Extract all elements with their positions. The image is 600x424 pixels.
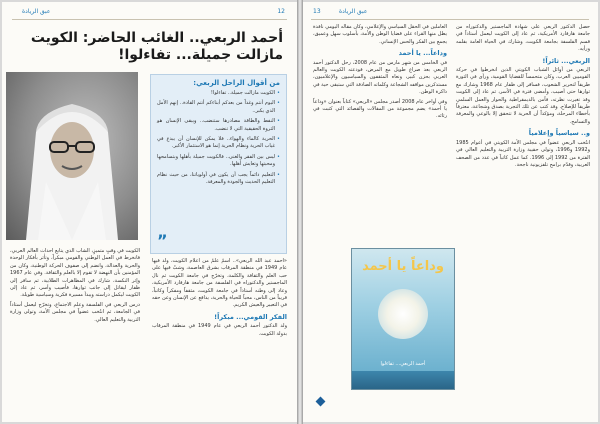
portrait-photo (6, 72, 138, 240)
quotes-box (150, 74, 287, 254)
quote-marks-icon: ” (157, 231, 168, 250)
left-header-divider (12, 19, 287, 20)
quotes-list (151, 90, 286, 186)
subheading-early-nationalism: الفكر القومي... مبكراً! (214, 312, 287, 321)
portrait-illustration (6, 72, 138, 240)
book-cover-subtitle: أحمد الربعي... تفاءلوا (380, 361, 426, 367)
right-col-right-paragraph-3: انتُخب الربعي عضواً في مجلس الأمة الكويتي في أعوام 1985 و1992 و1996، وتولى حقيبة وزارة التربية والتعليم العالي في الفترة من 1992 إلى 1996. كما عمل كاتباً في عدد من الصحف العربية، وقدّم برامج تلفزيونية ناجحة. (456, 139, 590, 168)
subheading-farewell: وداعاً... يا أحمد (398, 49, 447, 58)
left-col-right-paragraph: «أحمد عبد الله الربعي».. اسمٌ علَمٌ من أعلام الكويت، ولد فيها عام 1949 في منطقة المرقاب بشرق العاصمة، وشبّ فيها على حب العلم والثقافة والكلمة، وتخرّج في جامعة الكويت ثم نال الماجستير والدكتوراه في الفلسفة من جامعة هارفارد الأمريكية، وعاد إلى وطنه أستاذاً في جامعة الكويت، مثقفاً ومفكراً وكاتباً، قريباً من الناس، محباً للحياة والحرية، يدافع عن الإنسان وعن حقه في التعبير والعيش الكريم. (152, 258, 287, 309)
right-page-header (339, 8, 367, 15)
right-col-left-paragraph-3: وفي أواخر عام 2008 أصدر مجلس «الربعي» كتاباً بعنوان «وداعاً يا أحمد» يضم مجموعة من المقالات والقصائد التي كتبت في رثائه. (313, 98, 447, 120)
left-col-right-paragraph-2: ولد الدكتور أحمد الربعي في عام 1949 في منطقة المرقاب بدولة الكويت. (152, 323, 287, 337)
quote-item: • الكويت مازالت جميلة.. تفاءلوا! (157, 90, 280, 97)
quote-item: • النفط والطاقة مصادرها ستنضب.. ويبقى الإنسان هو الثروة الحقيقية التي لا تنضب. (157, 118, 280, 133)
left-col-left-paragraph-2: درس الربعي في الفلسفة وعلم الاجتماع، وتخرّج ليعمل أستاذاً في الجامعة، ثم انتُخب عضواً في مجلس الأمة، وتولى وزارة التربية والتعليم العالي. (10, 301, 140, 323)
book-cover-sea (352, 371, 454, 389)
left-page-right-column (152, 258, 287, 418)
left-page-header (22, 8, 50, 15)
right-page-number: 13 (313, 8, 321, 15)
right-page-header-title: عبق الريادة (339, 8, 368, 15)
right-page (303, 2, 598, 422)
book-cover (351, 248, 455, 390)
right-header-divider (311, 19, 589, 20)
left-page-header-title: عبق الريادة (22, 8, 51, 15)
left-page-number: 12 (277, 8, 285, 15)
article-title: أحمد الربعي.. الغائب الحاضر: الكويت مازالت جميلة... تفاءلوا! (30, 30, 283, 63)
right-col-right-paragraph-2: الربعي من أوائل الشباب الكويتي الذين انخرطوا في حركة القوميين العرب، وكان متحمساً للقضايا القومية، ورأى في الثورة طريقاً لتحرير الشعوب، فسافر إلى ظفار عام 1968 وشارك مع ثوارها حتى أصيب، وأمضى فترة في الأسر، ثم عاد إلى الكويت وقد تغيرت نظرته، فآمن بالديمقراطية والحوار والعمل السلمي طريقاً للإصلاح. وقد كتب عن تلك التجربة بصدق وشجاعة، معترفاً بأخطاء المرحلة، ومؤكداً أن الحرية لا تتحقق إلا بالوعي والمعرفة والتسامح. (456, 67, 590, 125)
right-col-right-paragraph: حصل الدكتور الربعي على شهادة الماجستير والدكتوراه من جامعة هارفارد الأمريكية، ثم عاد إلى الكويت ليعمل أستاذاً في قسم الفلسفة بجامعة الكويت، وشارك في الحياة العامة بقلمه ورأيه. (456, 24, 590, 53)
right-col-left-paragraph: العاملين في الحقل السياسي والإعلامي، وكان مقاله اليومي نافذة يطل منها القراء على قضايا الوطن والأمة، بأسلوب سهل وعميق، يجمع بين الفكر والحس الإنساني. (313, 24, 447, 45)
quote-item: • التعليم دائماً يجب أن يكون في أولوياتنا، من حيث نظام التعليم الحديث والجودة والمعرفة. (157, 172, 280, 187)
left-col-left-paragraph: الكويت في وقتٍ متميزٍ، الشاب الذي يتابع أحداث العالم العربي، فانخرط في العمل الوطني والقومي مبكراً، وتأثر بأفكار الوحدة والحرية والعدالة، وانضم إلى صفوف الحركة الوطنية، وكان من المؤمنين بأن النهضة لا تقوم إلا بالعلم والثقافة. وفي عام 1967 وإثر النكسة، شارك في المظاهرات الطلابية، ثم سافر إلى ظفار ليقاتل إلى جانب ثوارها، فأصيب وأسر، ثم عاد إلى الكويت ليكمل دراسته ويبدأ مسيرة فكرية وسياسية طويلة. (10, 248, 140, 299)
subheading-revolutionary: الربعي... ثائراً! (542, 56, 590, 65)
quote-item: • الحرية كالماء والهواء.. فلا يمكن للإنسان أن يبدع في غياب الحرية ونظام الحرية إنما هو الاستثمار الأكبر. (157, 136, 280, 151)
book-cover-title: وداعاً يا أحمد (362, 259, 444, 274)
quote-item: • ليس بين الفقر والغنى.. فالكويت جميلة بأهلها وبتسامحها ومحبتها وتعايش أهلها. (157, 154, 280, 169)
quote-item: • اليوم أنتم وغداً من بعدكم أبناءكم أنتم القادة.. إنهم الأمل الذي يكبر.. (157, 100, 280, 115)
right-col-left-paragraph-2: في الخامس من شهر مارس من عام 2008، رحل الدكتور أحمد الربعي بعد صراع طويل مع المرض، فودعته الكويت والعالم العربي بحزن كبير، ونعاه المثقفون والسياسيون والإعلاميون، مستذكرين مواقفه الشجاعة وكلماته الصادقة التي ستبقى حية في ذاكرة الوطن. (313, 59, 447, 96)
left-page (2, 2, 297, 422)
left-page-left-column (10, 248, 140, 418)
right-page-left-column (313, 24, 447, 244)
subheading-politics-media: و.. سياسياً وإعلامياً (528, 129, 590, 138)
page-end-diamond-icon (316, 397, 326, 407)
book-cover-portrait (378, 289, 428, 339)
quotes-heading: من أقوال الراحل الربعي: (193, 79, 280, 87)
right-page-right-column (456, 24, 590, 416)
